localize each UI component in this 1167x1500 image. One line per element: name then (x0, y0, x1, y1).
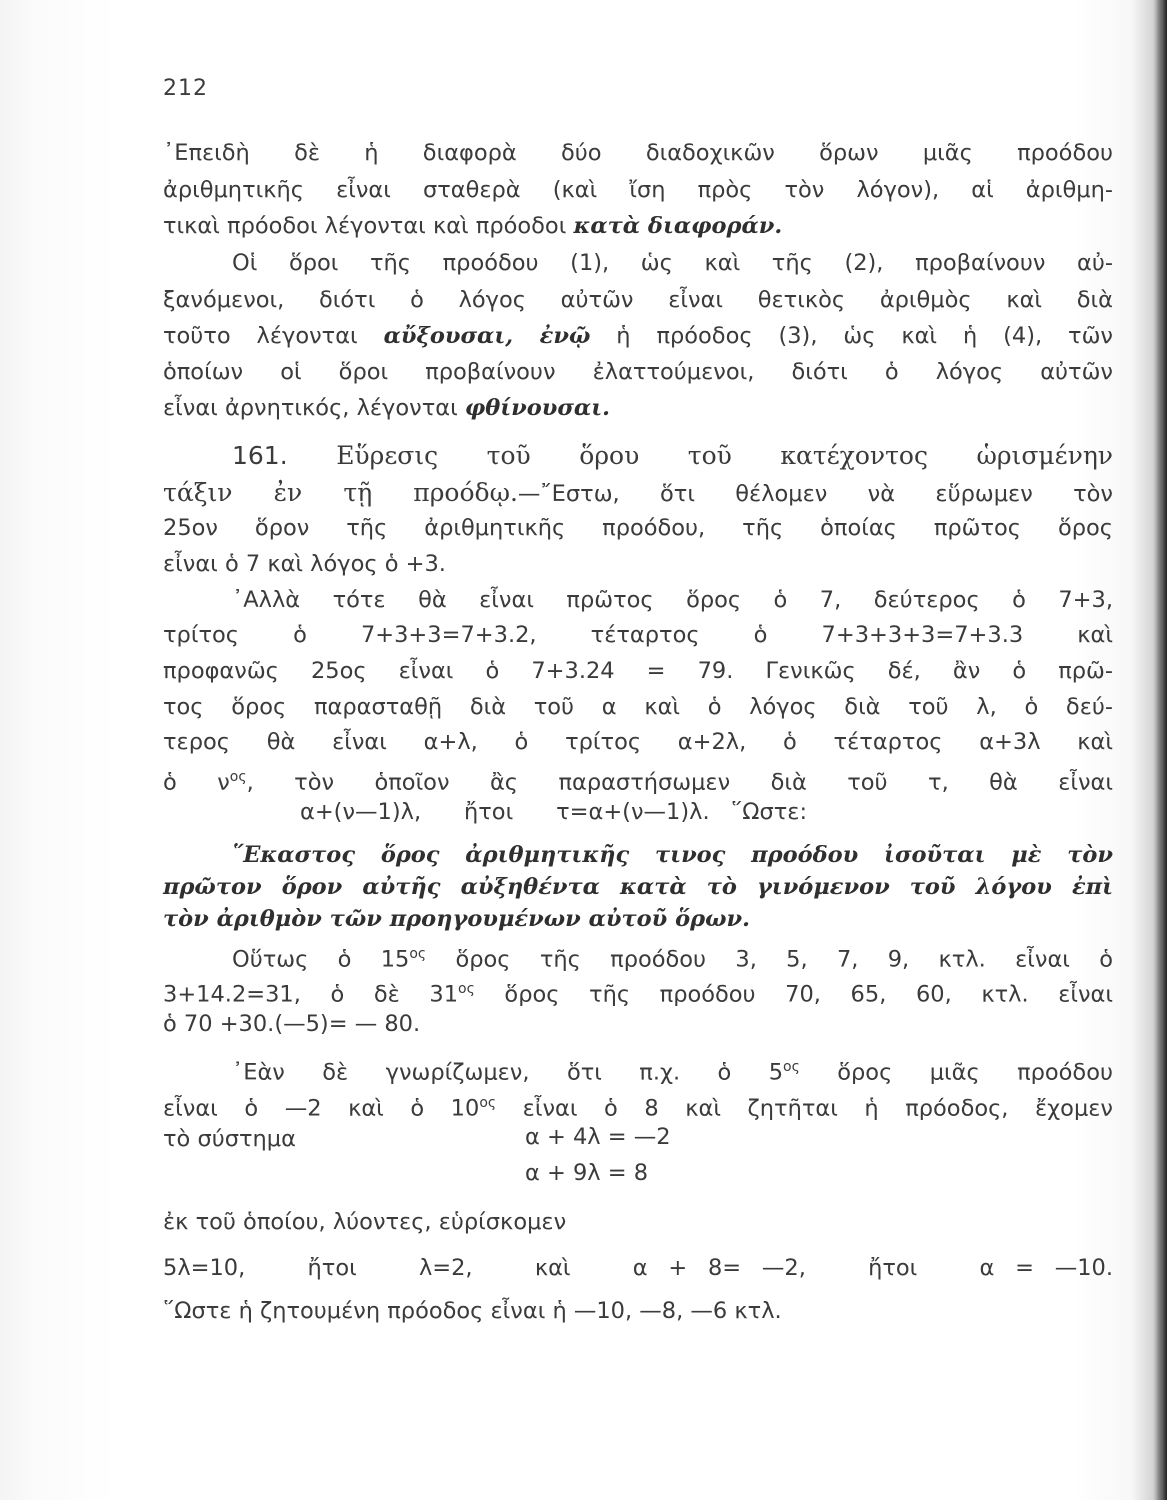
section-heading-161 (232, 441, 1113, 471)
text-span: τρίτος ὁ 7+3+3=7+3.2, τέταρτος ὁ 7+3+3+3=7+3.3 καὶ (163, 622, 1113, 648)
section-title: Εὕρεσις τοῦ ὅρου τοῦ κατέχοντος ὡρισμένην (336, 441, 1113, 470)
system-equation-2: α + 9λ = 8 (525, 1160, 649, 1186)
text-span: , τὸν ὁποῖον ἂς παραστήσωμεν διὰ τοῦ τ, θὰ εἶναι (246, 769, 1113, 796)
text-span: ᾿Επειδὴ δὲ ἡ διαφορὰ δύο διαδοχικῶν ὅρων μιᾶς προόδου (163, 140, 1113, 166)
text-line-19 (163, 974, 1113, 1010)
text-line-18 (232, 939, 1113, 975)
text-line-12 (232, 585, 1113, 615)
text-line-10 (163, 513, 1113, 543)
text-line-15 (163, 692, 1113, 722)
text-span: ὅρος τῆς προόδου 70, 65, 60, κτλ. εἶναι (474, 981, 1113, 1008)
formula-general-term: α+(ν—1)λ, ἤτοι τ=α+(ν—1)λ. ῞Ωστε: (300, 799, 808, 825)
theorem-line-1: ῞Εκαστος ὅρος ἀριθμητικῆς τινος προόδου ἰσοῦται μὲ τὸν (232, 842, 1113, 868)
text-span: —῎Εστω, ὅτι θέλομεν νὰ εὕρωμεν τὸν (517, 481, 1113, 507)
text-span: ἡ πρόοδος (3), ὡς καὶ ἡ (4), τῶν (590, 323, 1113, 349)
text-line-4 (232, 248, 1113, 278)
text-line-17 (163, 762, 1113, 798)
page-number: 212 (163, 76, 208, 101)
text-line-20 (163, 1009, 420, 1039)
theorem-line-3: τὸν ἀριθμὸν τῶν προηγουμένων αὐτοῦ ὅρων. (163, 906, 750, 932)
text-line-14 (163, 656, 1113, 686)
text-line-8 (163, 393, 610, 423)
page-edge-shadow (1153, 0, 1167, 1500)
theorem-line-2: πρῶτον ὅρον αὐτῆς αὐξηθέντα κατὰ τὸ γινόμενον τοῦ λόγου ἐπὶ (163, 874, 1113, 900)
text-span: τος ὅρος παρασταθῇ διὰ τοῦ α καὶ ὁ λόγος διὰ τοῦ λ, ὁ δεύ- (163, 694, 1113, 720)
text-span: 3+14.2=31, ὁ δὲ 31 (163, 981, 459, 1008)
text-span: ῞Ωστε ἡ ζητουμένη πρόοδος εἶναι ἡ —10, —8, —6 κτλ. (163, 1298, 782, 1324)
text-span: ὁποίων οἱ ὅροι προβαίνουν ἐλαττούμενοι, διότι ὁ λόγος αὐτῶν (163, 359, 1113, 385)
text-span: ὅρος μιᾶς προόδου (799, 1059, 1113, 1086)
text-span: τοῦτο λέγονται (163, 323, 384, 349)
text-line-5 (163, 285, 1113, 315)
text-span: ὁ 70 +30.(—5)= — 80. (163, 1011, 421, 1037)
text-span: Οὕτως ὁ 15 (232, 946, 410, 973)
italic-term-fthinousai: φθίνουσαι. (464, 395, 610, 421)
text-line-21 (232, 1052, 1113, 1088)
text-span: εἶναι ὁ —2 καὶ ὁ 10 (163, 1095, 480, 1122)
text-line-13 (163, 620, 1113, 650)
text-span: εἶναι ὁ 7 καὶ λόγος ὁ +3. (163, 551, 446, 577)
section-number: 161. (232, 441, 337, 470)
text-span: ξανόμενοι, διότι ὁ λόγος αὐτῶν εἶναι θετικὸς ἀριθμὸς καὶ διὰ (163, 287, 1113, 313)
italic-term-auxousai: αὔξουσαι, ἐνῷ (383, 323, 591, 349)
text-line-9 (163, 478, 1113, 509)
text-span: εἶναι ἀρνητικός, λέγονται (163, 395, 465, 421)
text-line-23 (163, 1124, 296, 1154)
text-span: εἶναι ὁ 8 καὶ ζητῆται ἡ πρόοδος, ἔχομεν (496, 1095, 1113, 1122)
ordinal-superscript: ος (783, 1059, 800, 1075)
text-line-16 (163, 727, 1113, 757)
text-line-11 (163, 549, 446, 579)
text-span: τικαὶ πρόοδοι λέγονται καὶ πρόοδοι (163, 213, 574, 239)
italic-term-kata-diaforan: κατὰ διαφοράν. (573, 213, 783, 239)
text-span: 25ον ὅρον τῆς ἀριθμητικῆς προόδου, τῆς ὁποίας πρῶτος ὅρος (163, 515, 1113, 541)
text-span: Οἱ ὅροι τῆς προόδου (1), ὡς καὶ τῆς (2), προβαίνουν αὐ- (232, 250, 1113, 276)
text-span: ὅρος τῆς προόδου 3, 5, 7, 9, κτλ. εἶναι ὁ (426, 946, 1113, 973)
ordinal-superscript: ος (409, 946, 427, 962)
text-line-25 (163, 1296, 782, 1326)
text-line-22 (163, 1088, 1113, 1124)
text-span: τὸ σύστημα (163, 1126, 296, 1152)
text-line-7 (163, 357, 1113, 387)
text-line-6 (163, 321, 1113, 351)
text-line-2 (163, 175, 1113, 205)
text-line-3 (163, 211, 782, 241)
text-line-24 (163, 1207, 566, 1237)
text-span: 5λ=10, ἤτοι λ=2, καὶ α + 8= —2, ἤτοι α = —10. (163, 1255, 1113, 1281)
text-span: προφανῶς 25ος εἶναι ὁ 7+3.24 = 79. Γενικῶς δέ, ἂν ὁ πρῶ- (163, 658, 1113, 684)
ordinal-superscript: ος (458, 981, 475, 997)
text-span: ᾿Αλλὰ τότε θὰ εἶναι πρῶτος ὅρος ὁ 7, δεύτερος ὁ 7+3, (232, 587, 1113, 613)
ordinal-superscript: ος (229, 769, 247, 785)
text-span: τερος θὰ εἶναι α+λ, ὁ τρίτος α+2λ, ὁ τέταρτος α+3λ καὶ (163, 729, 1113, 755)
solution-line (163, 1253, 1113, 1283)
ordinal-superscript: ος (479, 1095, 497, 1111)
text-span: ἀριθμητικῆς εἶναι σταθερὰ (καὶ ἴση πρὸς τὸν λόγον), αἱ ἀριθμη- (163, 177, 1113, 203)
text-line-1 (163, 138, 1113, 168)
text-span: ᾿Εὰν δὲ γνωρίζωμεν, ὅτι π.χ. ὁ 5 (232, 1059, 784, 1086)
system-equation-1: α + 4λ = —2 (525, 1124, 671, 1150)
text-span: ὁ ν (163, 769, 230, 796)
text-span: ἐκ τοῦ ὁποίου, λύοντες, εὑρίσκομεν (163, 1209, 567, 1235)
section-title-cont: τάξιν ἐν τῇ προόδῳ. (163, 478, 518, 507)
